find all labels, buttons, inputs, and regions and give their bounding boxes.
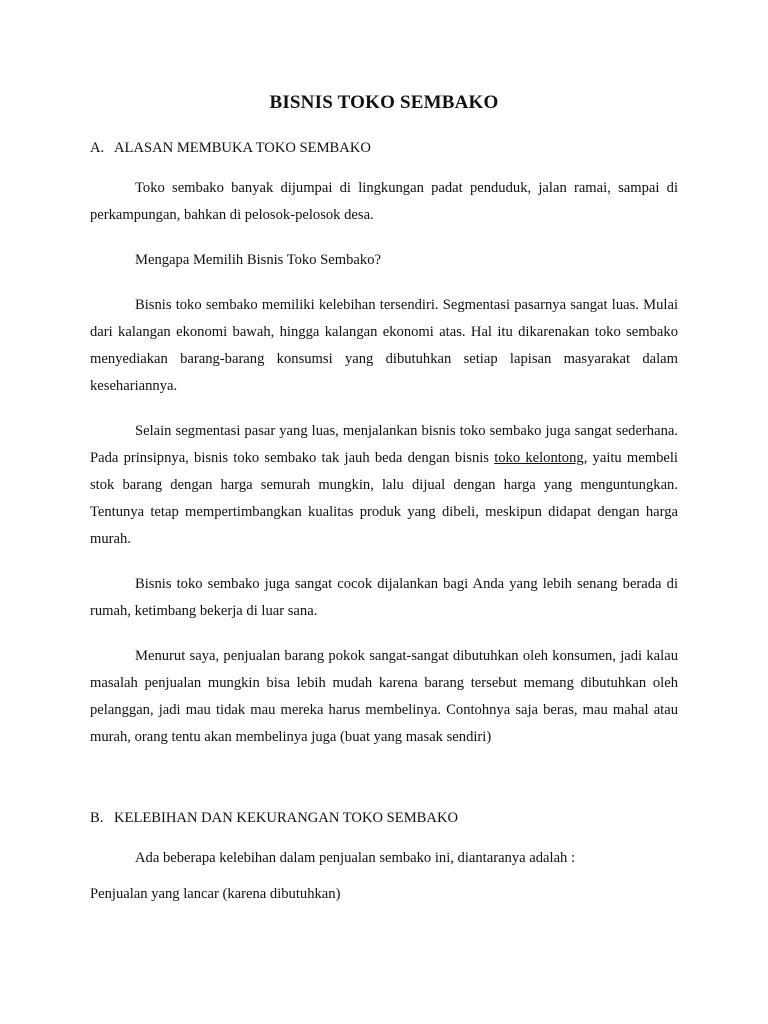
paragraph-7: Ada beberapa kelebihan dalam penjualan sembako ini, diantaranya adalah : [135,850,576,866]
section-heading-b [90,810,678,827]
paragraph-4 [90,418,678,553]
section-heading-a [90,140,678,157]
toko-kelontong-link[interactable]: toko kelontong [494,450,584,466]
paragraph-6: Menurut saya, penjualan barang pokok sangat-sangat dibutuhkan oleh konsumen, jadi kalau masalah penjualan mungkin bisa lebih mudah karena barang tersebut memang dibutuhkan oleh pelanggan, jadi mau tidak mau mereka harus membelinya. Contohnya saja beras, mau mahal atau murah, orang tentu akan membelinya juga (buat yang masak sendiri) [90,648,678,745]
section-marker-a: A. [90,140,105,156]
paragraph-1: Toko sembako banyak dijumpai di lingkungan padat penduduk, jalan ramai, sampai di perkampungan, bahkan di pelosok-pelosok desa. [90,180,678,223]
paragraph-4-text-end: , yaitu membeli stok barang dengan harga semurah mungkin, lalu dijual dengan harga yang menguntungkan. Tentunya tetap mempertimbangkan kualitas produk yang dibeli, meskipun didapat dengan harga murah. [90,450,678,547]
section-heading-text-b: KELEBIHAN DAN KEKURANGAN TOKO SEMBAKO [114,810,459,826]
list-item-first-advantage: Penjualan yang lancar (karena dibutuhkan) [90,886,341,902]
paragraph-3: Bisnis toko sembako memiliki kelebihan tersendiri. Segmentasi pasarnya sangat luas. Mulai dari kalangan ekonomi bawah, hingga kalangan ekonomi atas. Hal itu dikarenakan toko sembako menyediakan barang-barang konsumsi yang dibutuhkan setiap lapisan masyarakat dalam kesehariannya. [90,297,678,394]
document-title: BISNIS TOKO SEMBAKO [269,92,499,113]
paragraph-4-text-start: Selain segmentasi pasar yang luas, menjalankan bisnis toko sembako juga sangat sederhana. Pada prinsipnya, bisnis toko sembako tak jauh beda dengan bisnis [90,423,678,466]
paragraph-question: Mengapa Memilih Bisnis Toko Sembako? [135,252,381,268]
section-marker-b: B. [90,810,104,826]
section-heading-text-a: ALASAN MEMBUKA TOKO SEMBAKO [114,140,371,156]
paragraph-5: Bisnis toko sembako juga sangat cocok dijalankan bagi Anda yang lebih senang berada di rumah, ketimbang bekerja di luar sana. [90,576,678,619]
